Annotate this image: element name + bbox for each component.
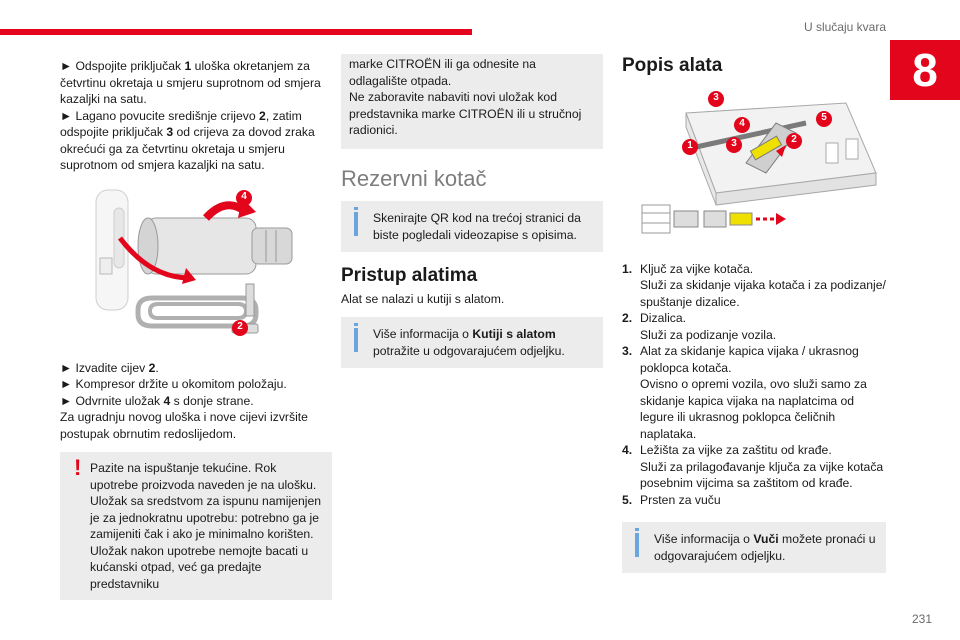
step-unscrew-cartridge: ► Odvrnite uložak 4 s donje strane.: [60, 393, 254, 408]
tool-item: 1. Ključ za vijke kotača. Služi za skidanje vijaka kotača i za podizanje/ spuštanje dizalice.: [622, 261, 886, 309]
info-icon: [354, 212, 358, 236]
step-remove-hose: ► Izvadite cijev 2.: [60, 360, 159, 375]
info-icon: [635, 533, 639, 557]
header-title: U slučaju kvara: [803, 20, 886, 34]
toolbox-drawing: [626, 83, 886, 243]
info-toolbox-text: Više informacija o Kutiji s alatom potražite u odgovarajućem odjeljku.: [373, 327, 565, 358]
info-box-towing: [622, 522, 886, 573]
warning-continuation-1: marke CITROËN ili ga odnesite na odlagalište otpada.: [349, 57, 536, 88]
tools-location-text: Alat se nalazi u kutiji s alatom.: [341, 291, 505, 306]
page-number: 231: [912, 612, 933, 626]
info-towing-text: Više informacija o Vuči možete pronaći u odgovarajućem odjeljku.: [654, 532, 876, 563]
step-reassemble: Za ugradnju novog uloška i nove cijevi izvršite postupak obrnutim redoslijedom.: [60, 410, 308, 441]
callout-4: 4: [734, 117, 750, 133]
callout-2: 2: [786, 133, 802, 149]
compressor-drawing: [56, 188, 326, 338]
tool-item: 4. Ležišta za vijke za zaštitu od krađe. Služi za prilagođavanje ključa za vijke kotača posebnim vijcima sa zaštitom od krađe.: [622, 443, 884, 490]
header-accent-bar: [0, 29, 472, 35]
compressor-illustration: [56, 188, 326, 338]
step-pull-hose: ► Lagano povucite središnje crijevo 2, zatim odspojite priključak 3 od crijeva za dovod zraka okrećući ga za četvrtinu okretaja u smjeru suprotnom od smjera kazaljki na satu.: [60, 108, 315, 172]
callout-3-bottom: 3: [726, 137, 742, 153]
callout-1: 1: [682, 139, 698, 155]
column-1: [60, 58, 322, 600]
warning-continuation-2: Ne zaboravite nabaviti novi uložak kod predstavnika marke CITROËN ili u stručnoj radionici.: [349, 90, 582, 137]
warning-continuation-box: [341, 54, 603, 149]
tool-item: 3. Alat za skidanje kapica vijaka / ukrasnog poklopca kotača. Ovisno o opremi vozila, ovo služi samo za skidanje kapica vijaka na naplatcima od legure ili ukrasnog poklopca čeličnih naplataka.: [622, 344, 867, 441]
warning-text: Pazite na ispuštanje tekućine. Rok upotrebe proizvoda naveden je na ulošku. Uložak sa sredstvom za ispunu namijenjen je za jednokratnu upotrebu: potrebno ga je zamijeniti čak i ako je minimalno korišten. Uložak nakon upotrebe nemojte bacati u kućanski otpad, već ga predajte predstavniku: [90, 461, 321, 591]
chapter-badge: 8: [890, 40, 960, 100]
info-box-qr: [341, 201, 603, 252]
info-icon: [354, 328, 358, 352]
step-disconnect-connector: ► Odspojite priključak 1 uloška okretanjem za četvrtinu okretaja u smjeru suprotnom od smjera kazaljki na satu.: [60, 59, 321, 106]
subtitle-tool-list: Popis alata: [622, 55, 723, 76]
step-hold-vertical: ► Kompresor držite u okomitom položaju.: [60, 377, 287, 391]
tool-list: [622, 261, 890, 509]
tool-item: 2. Dizalica. Služi za podizanje vozila.: [622, 311, 777, 342]
callout-3-top: 3: [708, 91, 724, 107]
warning-icon: !: [74, 455, 82, 480]
warning-box: [60, 452, 332, 600]
tool-item: 5. Prsten za vuču: [622, 492, 721, 507]
subtitle-tool-access: Pristup alatima: [341, 265, 478, 286]
callout-5: 5: [816, 111, 832, 127]
callout-2: 2: [232, 320, 248, 336]
column-2: [341, 58, 603, 368]
toolbox-illustration: [626, 83, 886, 243]
column-3: [622, 55, 890, 573]
info-box-toolbox: [341, 317, 603, 368]
callout-4: 4: [236, 190, 252, 206]
section-title-spare-wheel: Rezervni kotač: [341, 165, 487, 191]
info-qr-text: Skenirajte QR kod na trećoj stranici da biste pogledali videozapise s opisima.: [373, 211, 581, 242]
